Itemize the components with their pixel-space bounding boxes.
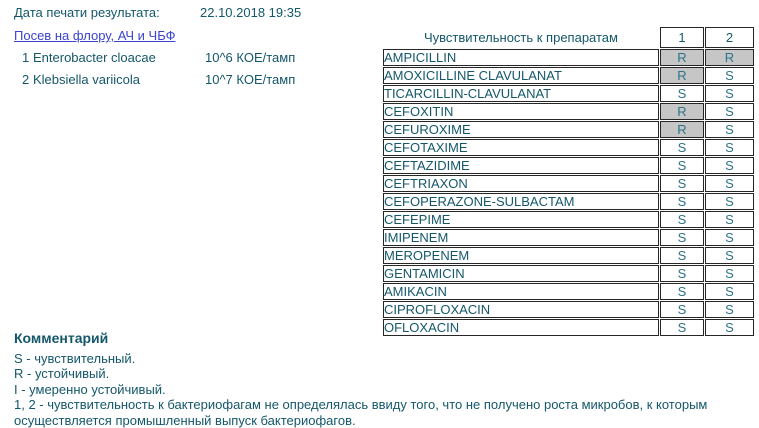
column-header-2: 2 xyxy=(705,27,754,48)
print-date-row xyxy=(14,5,301,20)
drug-name: MEROPENEM xyxy=(383,247,659,264)
susceptibility-value: S xyxy=(705,175,754,192)
drug-name: TICARCILLIN-CLAVULANAT xyxy=(383,85,659,102)
legend-line: R - устойчивый. xyxy=(14,366,110,381)
susceptibility-value: S xyxy=(660,85,704,102)
susceptibility-value: S xyxy=(705,229,754,246)
susceptibility-value: S xyxy=(660,211,704,228)
drug-name: AMPICILLIN xyxy=(383,49,659,66)
drug-name: CEFTRIAXON xyxy=(383,175,659,192)
organism-row xyxy=(22,50,295,72)
susceptibility-value: S xyxy=(660,283,704,300)
organism-list xyxy=(22,50,295,94)
drug-name: AMIKACIN xyxy=(383,283,659,300)
organism-amount: 10^6 КОЕ/тамп xyxy=(205,50,296,65)
organism-amount: 10^7 КОЕ/тамп xyxy=(205,72,296,87)
drug-row xyxy=(383,85,754,102)
susceptibility-value: S xyxy=(705,211,754,228)
susceptibility-value: S xyxy=(660,265,704,282)
susceptibility-value: R xyxy=(660,67,704,84)
susceptibility-value: S xyxy=(705,139,754,156)
comments-section xyxy=(14,331,730,428)
culture-test-link[interactable]: Посев на флору, АЧ и ЧБФ xyxy=(14,28,176,43)
drug-name: OFLOXACIN xyxy=(383,319,659,336)
susceptibility-value: S xyxy=(660,193,704,210)
organism-number: 1 xyxy=(22,50,30,65)
print-date-label: Дата печати результата: xyxy=(14,5,160,20)
drug-row xyxy=(383,67,754,84)
susceptibility-value: S xyxy=(660,319,704,336)
sensitivity-table xyxy=(382,26,755,337)
organism-row xyxy=(22,72,295,94)
sensitivity-header-row xyxy=(383,27,754,48)
susceptibility-value: S xyxy=(660,229,704,246)
susceptibility-value: R xyxy=(660,49,704,66)
drug-row xyxy=(383,49,754,66)
drug-row xyxy=(383,121,754,138)
drug-row xyxy=(383,265,754,282)
drug-name: AMOXICILLINE CLAVULANAT xyxy=(383,67,659,84)
susceptibility-value: S xyxy=(660,175,704,192)
susceptibility-value: S xyxy=(705,103,754,120)
susceptibility-value: S xyxy=(705,319,754,336)
drug-name: CEFOTAXIME xyxy=(383,139,659,156)
susceptibility-value: S xyxy=(705,121,754,138)
susceptibility-value: S xyxy=(705,301,754,318)
drug-row xyxy=(383,103,754,120)
susceptibility-value: S xyxy=(705,193,754,210)
drug-row xyxy=(383,211,754,228)
comments-title: Комментарий xyxy=(14,330,109,346)
drug-name: CEFUROXIME xyxy=(383,121,659,138)
susceptibility-value: R xyxy=(660,103,704,120)
drug-name: CEFTAZIDIME xyxy=(383,157,659,174)
drug-name: CEFOXITIN xyxy=(383,103,659,120)
drug-row xyxy=(383,247,754,264)
bacteriophage-note: 1, 2 - чувствительность к бактериофагам не определялась ввиду того, что не получено роста микробов, к которым осуществляется промышленный выпуск бактериофагов. xyxy=(14,397,708,428)
sensitivity-table-wrap xyxy=(382,26,755,337)
organism-number: 2 xyxy=(22,72,30,87)
susceptibility-value: S xyxy=(660,139,704,156)
susceptibility-value: S xyxy=(705,265,754,282)
drug-name: IMIPENEM xyxy=(383,229,659,246)
susceptibility-value: S xyxy=(660,301,704,318)
drug-name: CEFOPERAZONE-SULBACTAM xyxy=(383,193,659,210)
drug-name: GENTAMICIN xyxy=(383,265,659,282)
column-header-1: 1 xyxy=(660,27,704,48)
susceptibility-value: S xyxy=(705,247,754,264)
susceptibility-value: S xyxy=(705,283,754,300)
organism-name: Enterobacter cloacae xyxy=(33,50,156,65)
susceptibility-value: R xyxy=(660,121,704,138)
drug-row xyxy=(383,283,754,300)
susceptibility-value: S xyxy=(705,85,754,102)
drug-name: CIPROFLOXACIN xyxy=(383,301,659,318)
drug-row xyxy=(383,175,754,192)
susceptibility-value: S xyxy=(660,247,704,264)
drug-row xyxy=(383,139,754,156)
legend-line: I - умеренно устойчивый. xyxy=(14,381,166,397)
susceptibility-value: S xyxy=(660,157,704,174)
legend-line: S - чувствительный. xyxy=(14,350,136,366)
legend-list xyxy=(14,351,730,398)
drug-row xyxy=(383,193,754,210)
sensitivity-title: Чувствительность к препаратам xyxy=(424,30,618,45)
print-date-value: 22.10.2018 19:35 xyxy=(200,5,302,20)
susceptibility-value: S xyxy=(705,67,754,84)
drug-name: CEFEPIME xyxy=(383,211,659,228)
organism-name: Klebsiella variicola xyxy=(33,72,140,87)
susceptibility-value: R xyxy=(705,49,754,66)
drug-row xyxy=(383,301,754,318)
drug-row xyxy=(383,229,754,246)
drug-row xyxy=(383,157,754,174)
susceptibility-value: S xyxy=(705,157,754,174)
